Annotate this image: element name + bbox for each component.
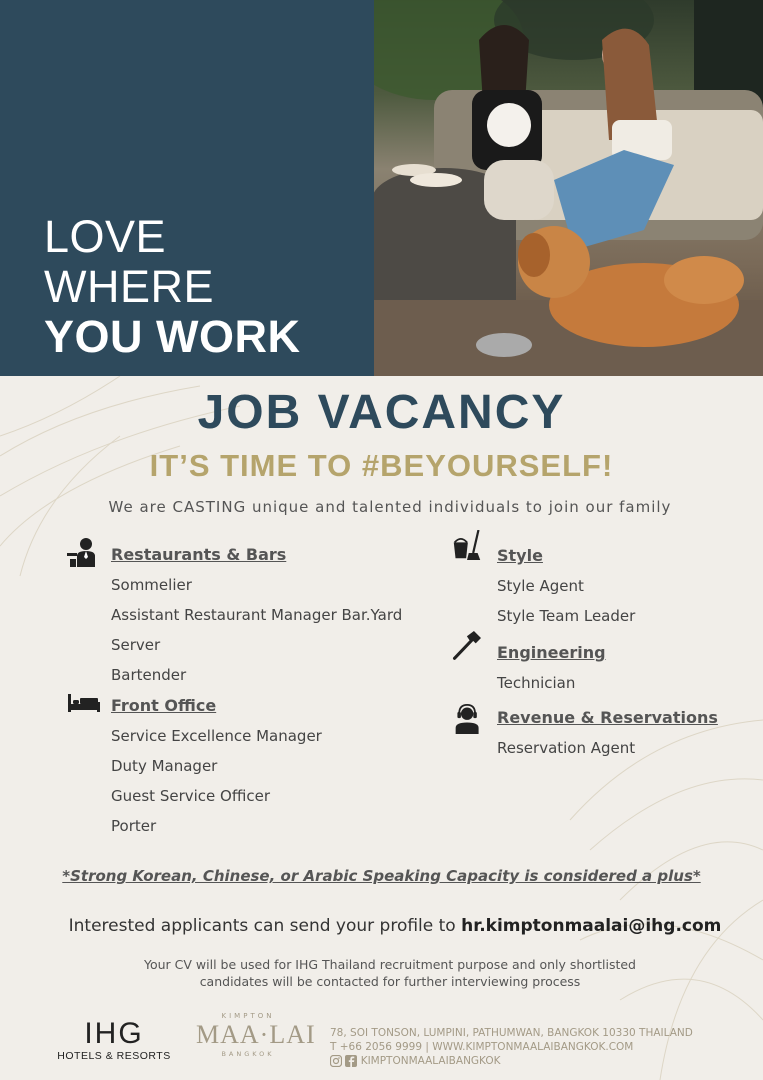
footer-social-handle[interactable]: KIMPTONMAALAIBANGKOK <box>360 1055 501 1067</box>
hammer-icon <box>449 631 483 661</box>
job-bartender: Bartender <box>111 666 187 684</box>
job-style-agent: Style Agent <box>497 577 584 595</box>
kimpton-label: KIMPTON <box>221 1012 275 1020</box>
footer-address-block <box>330 1026 693 1068</box>
apply-email-link[interactable]: hr.kimptonmaalai@ihg.com <box>461 916 722 936</box>
job-sommelier: Sommelier <box>111 576 192 594</box>
footer-address: 78, SOI TONSON, LUMPINI, PATHUMWAN, BANGKOK 10330 THAILAND <box>330 1027 693 1039</box>
hero-line-3: YOU WORK <box>44 311 301 362</box>
disclaimer-line-1: Your CV will be used for IHG Thailand recruitment purpose and only shortlisted <box>143 957 636 972</box>
section-title-front-office: Front Office <box>111 696 217 715</box>
facebook-icon[interactable] <box>345 1055 357 1067</box>
apply-line <box>0 916 763 936</box>
ihg-logo-subtitle: HOTELS & RESORTS <box>57 1050 171 1062</box>
section-title-style: Style <box>497 546 543 565</box>
bangkok-label: BANGKOK <box>221 1050 275 1058</box>
apply-text: Interested applicants can send your profile to <box>68 916 462 936</box>
hero-line-2: WHERE <box>44 261 214 312</box>
job-style-team-leader: Style Team Leader <box>497 607 636 625</box>
job-service-excellence-manager: Service Excellence Manager <box>111 727 322 745</box>
maalai-label: MAA·LAI <box>196 1020 316 1049</box>
ihg-logo <box>50 1018 178 1062</box>
hero-title <box>44 212 301 362</box>
tagline: IT’S TIME TO #BEYOURSELF! <box>149 448 614 483</box>
job-porter: Porter <box>111 817 157 835</box>
headset-agent-icon <box>451 704 485 734</box>
job-vacancy-title: JOB VACANCY <box>197 386 566 439</box>
job-reservation-agent: Reservation Agent <box>497 739 636 757</box>
bed-icon <box>66 690 100 720</box>
footer-contact[interactable]: T +66 2056 9999 | WWW.KIMPTONMAALAIBANGKOK.COM <box>330 1041 634 1053</box>
job-technician: Technician <box>497 674 576 692</box>
language-note: *Strong Korean, Chinese, or Arabic Speaking Capacity is considered a plus* <box>62 867 701 885</box>
ihg-logo-text: IHG <box>84 1017 144 1050</box>
job-guest-service-officer: Guest Service Officer <box>111 787 270 805</box>
footer-social-row <box>330 1054 693 1068</box>
hero-line-1: LOVE <box>44 211 167 262</box>
waiter-icon <box>66 537 100 567</box>
disclaimer <box>0 956 763 990</box>
hero-banner <box>0 0 374 376</box>
section-title-revenue: Revenue & Reservations <box>497 708 718 727</box>
job-server: Server <box>111 636 161 654</box>
kimpton-maalai-logo <box>196 1012 316 1058</box>
intro-text: We are CASTING unique and talented individuals to join our family <box>108 498 672 516</box>
disclaimer-line-2: candidates will be contacted for further interviewing process <box>199 974 581 989</box>
job-assistant-restaurant-manager: Assistant Restaurant Manager Bar.Yard <box>111 606 403 624</box>
section-title-engineering: Engineering <box>497 643 606 662</box>
instagram-icon[interactable] <box>330 1055 342 1067</box>
hero-photo <box>374 0 763 376</box>
cleaning-bucket-icon <box>450 530 484 560</box>
job-duty-manager: Duty Manager <box>111 757 218 775</box>
leaf-decoration-right <box>560 700 763 1080</box>
section-title-restaurants: Restaurants & Bars <box>111 545 287 564</box>
